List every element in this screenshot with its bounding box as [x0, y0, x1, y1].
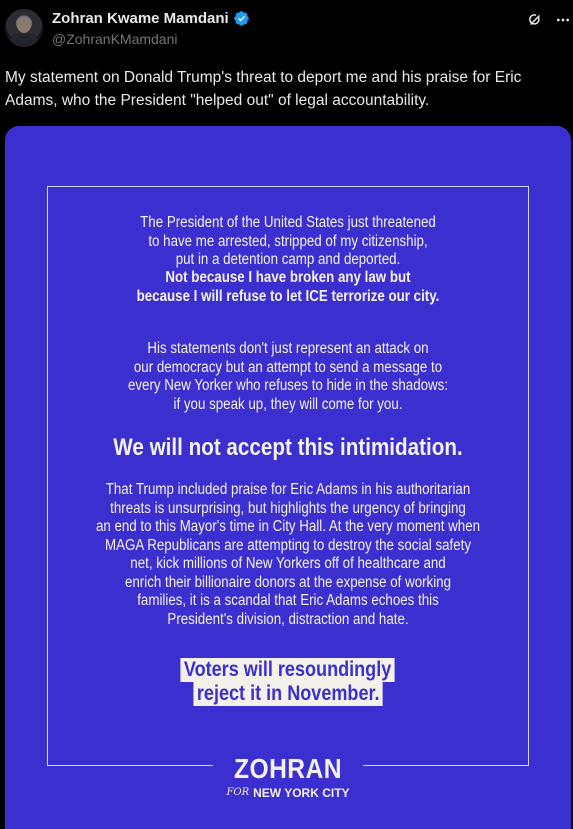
statement-line: The President of the United States just threatened	[140, 214, 436, 231]
avatar-body	[10, 33, 38, 47]
statement-line: because I will refuse to let ICE terrorize our city.	[136, 287, 440, 305]
statement-paragraph-3	[81, 481, 496, 629]
statement-line: put in a detention camp and deported.	[175, 251, 401, 268]
statement-image[interactable]	[5, 126, 571, 829]
statement-line: Not because I have broken any law but	[165, 269, 411, 286]
logo-for: FOR	[226, 787, 250, 798]
highlight-line: reject it in November.	[193, 682, 383, 706]
statement-line: if you speak up, they will come for you.	[173, 395, 403, 413]
statement-headline: We will not accept this intimidation.	[113, 434, 463, 461]
grok-icon[interactable]	[526, 11, 544, 29]
verified-badge-icon[interactable]	[233, 10, 250, 27]
statement-line: MAGA Republicans are attempting to destroy the social safety	[104, 536, 472, 554]
statement-line: net, kick millions of New Yorkers off of healthcare and	[130, 555, 446, 572]
highlight-line: Voters will resoundingly	[181, 658, 395, 682]
logo-subtitle	[208, 786, 368, 800]
statement-line: to have me arrested, stripped of my citizenship,	[148, 232, 428, 250]
statement-line: enrich their billionaire donors at the expense of working	[124, 573, 452, 591]
tweet-header	[0, 0, 573, 60]
avatar-face	[17, 17, 31, 33]
logo-city: NEW YORK CITY	[253, 786, 350, 800]
logo-name: ZOHRAN	[233, 753, 343, 784]
name-row	[52, 10, 250, 27]
statement-paragraph-1	[81, 214, 496, 270]
campaign-logo	[208, 754, 368, 800]
avatar[interactable]	[5, 9, 43, 47]
handle[interactable]: @ZohranKMamdani	[52, 31, 178, 47]
statement-line: an end to this Mayor's time in City Hall. At the very moment when	[95, 518, 481, 535]
statement-paragraph-1-bold	[81, 269, 496, 306]
display-name[interactable]: Zohran Kwame Mamdani	[52, 10, 229, 27]
tweet-text: My statement on Donald Trump's threat to deport me and his praise for Eric Adams, who the President "helped out" of legal accountability.	[5, 69, 522, 109]
statement-line: President's division, distraction and hate.	[167, 610, 409, 628]
statement-line: threats is unsurprising, but highlights the urgency of bringing	[110, 499, 466, 517]
statement-paragraph-2	[81, 340, 496, 414]
statement-highlight	[47, 658, 529, 706]
more-icon[interactable]	[555, 12, 571, 28]
statement-line: families, it is a scandal that Eric Adams echoes this	[137, 592, 439, 609]
statement-line: our democracy but an attempt to send a message to	[133, 358, 443, 376]
statement-line: His statements don't just represent an attack on	[147, 340, 429, 357]
statement-line: every New Yorker who refuses to hide in the shadows:	[127, 377, 449, 394]
statement-line: That Trump included praise for Eric Adams in his authoritarian	[105, 481, 471, 498]
